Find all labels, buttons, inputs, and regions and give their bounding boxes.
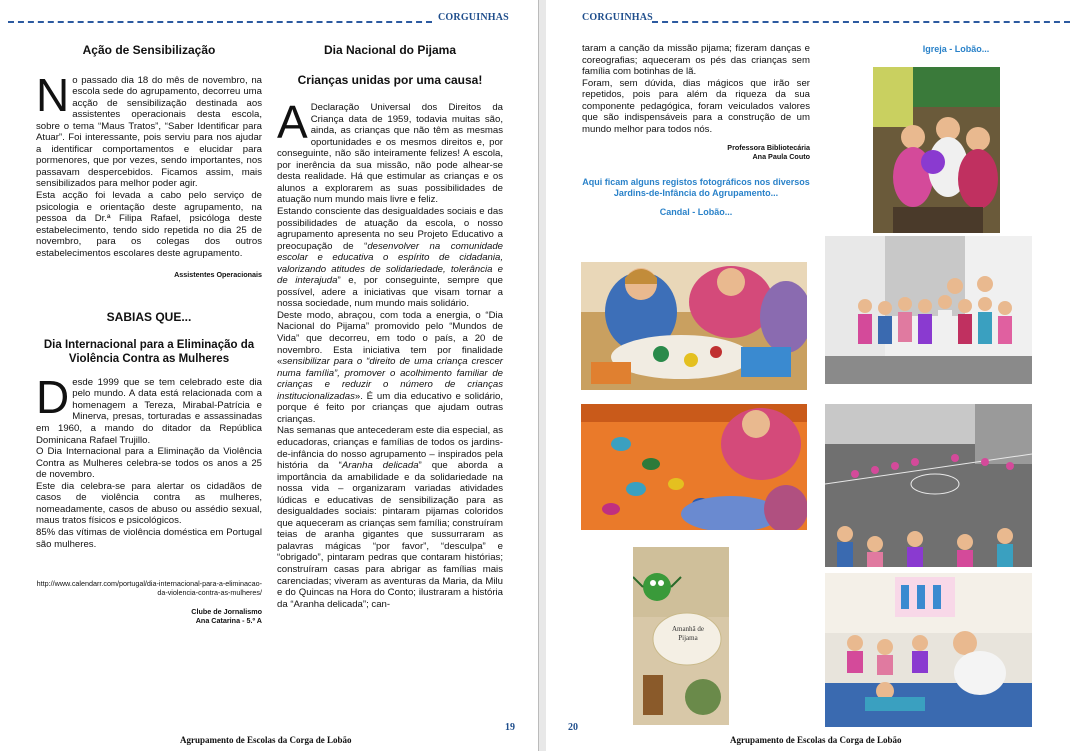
paragraph: Deste modo, abraçou, com toda a energia, o “Dia Nacional do Pijama” promovido pelo “Mundos de Vida” que decorreu, em todo o país, a 20 de novembro. Esta iniciativa tem por finalidade «sensibilizar para o “direito de uma criança crescer numa família”, promover o acolhimento familiar de crianças e reduzir o número de crianças institucionalizadas». É um dia educativo e solidário, porque é feito por crianças que ajudam outras crianças.	[277, 309, 503, 425]
photo-painting-pajamas	[581, 262, 807, 390]
paragraph: O Dia Internacional para a Eliminação da Violência Contra as Mulheres celebra-se todos os anos a 25 de novembro.	[36, 446, 262, 481]
paragraph: Desde 1999 que se tem celebrado este dia pelo mundo. A data está relacionada com a homenagem a Tereza, Mirabal-Patrícia e Minerva, presas, torturadas e assassinadas em 1960, a mando do ditador da República Dominicana Rafael Trujillo.	[36, 370, 262, 446]
photo-playground-line	[825, 404, 1032, 567]
paragraph: No passado dia 18 do mês de novembro, na escola sede do agrupamento, decorreu uma acção de sensibilização destinada aos assistentes operacionais desta escola, sobre o tema “Maus Tratos”, “Saber Identificar para Atuar”. Foi interessante, pois serviu para nos ajudar a identificar comportamentos e elucidar para pormenores, que por vezes, sendo importantes, nos passavam despercebidos. Ficamos assim, mais sensibilizados para melhor poder agir.	[36, 68, 262, 190]
paragraph: 85% das vítimas de violência doméstica em Portugal são mulheres.	[36, 526, 262, 550]
header-title: CORGUINHAS	[438, 12, 509, 23]
signature: Clube de Jornalismo	[191, 607, 262, 617]
right-text-column	[582, 43, 810, 219]
signature: Ana Paula Couto	[752, 152, 810, 162]
header-rule	[8, 21, 432, 23]
footer-text: Agrupamento de Escolas da Corga de Lobão	[730, 735, 902, 745]
middle-column	[277, 45, 503, 610]
photo-intro-caption: Aqui ficam alguns registos fotográficos nos diversos Jardins-de-Infância do Agrupamento...	[582, 177, 810, 199]
header-rule	[652, 21, 1070, 23]
paragraph: Esta acção foi levada a cabo pelo serviço de psicologia e orientação deste agrupamento, na pessoa da Dr.ª Filipa Rafael, psicóloga deste estabelecimento, tendo sido repetida no dia 25 de novembro, para os colegas dos outros estabelecimentos escolares deste agrupamento.	[36, 190, 262, 259]
photo-spider-web-sign	[633, 547, 729, 725]
sign-text: Amanhã de Pijama	[671, 625, 705, 642]
paragraph: Foram, sem dúvida, dias mágicos que irão ser repetidos, pois para além da riqueza da sua componente pedagógica, foram veiculados valores que são indispensáveis para a construção de um mundo melhor para todos nós.	[582, 77, 810, 135]
page-number: 20	[568, 722, 578, 733]
left-column	[36, 45, 262, 625]
photo-igreja-children	[873, 67, 1000, 233]
drop-cap: A	[277, 96, 308, 149]
signature: Assistentes Operacionais	[174, 270, 262, 280]
paragraph: Este dia celebra-se para alertar os cidadãos de casos de violência contra as mulheres, nomeadamente, casos de abuso ou assédio sexual, maus tratos físicos e psicológicos.	[36, 480, 262, 527]
right-page	[546, 0, 1075, 751]
article-title-violencia: Dia Internacional para a Eliminação da Violência Contra as Mulheres	[43, 338, 255, 365]
drop-cap: D	[36, 370, 70, 423]
signature: Professora Bibliotecária	[727, 143, 810, 153]
paragraph: Nas semanas que antecederam este dia especial, as educadoras, crianças e famílias de todos os jardins-de-infância do nosso agrupamento – inspirados pela história da “Aranha delicada” que aborda a importância da amabilidade e da solidariedade na nossa vida – organizaram variadas atividades lúdicas e educativas de sensibilização para as desigualdades sociais: pintaram pijamas coloridos que aqueceram as crianças sem família; construíram teias de aranha gigantes que sussurraram as palavras mágicas “por favor”, “desculpa” e “obrigado”, pintaram pedras que contaram histórias; construíram casas para abrigar as famílias mais carenciadas; viveram as aventuras da Maria, da Milu e do Quincas na Hora do Conto; ilustraram a história da “Aranha delicada”; can-	[277, 425, 504, 610]
article-title-pijama: Dia Nacional do Pijama	[323, 43, 457, 57]
article-subtitle: Crianças unidas por uma causa!	[297, 72, 483, 87]
photo-classroom-floor	[825, 573, 1032, 727]
photo-painted-stones	[581, 404, 807, 530]
source-link[interactable]: http://www.calendarr.com/portugal/dia-internacional-para-a-eliminacao-da-violencia-contra-as-mulheres/	[36, 579, 262, 597]
paragraph: A Declaração Universal dos Direitos da Criança data de 1959, todavia muitas são, ainda, as crianças que não têm as mesmas oportunidades e os mesmos direitos e, por conseguinte, não são inteiramente felizes! A escola, por inerência da sua missão, não pode alhear-se desta realidade. Há que estimular as crianças e os alunos a explorarem as suas possibilidades de atuação num mundo mais livre e feliz.	[277, 96, 503, 206]
photo-group-pajamas	[825, 236, 1032, 384]
section-title-sabias: SABIAS QUE...	[106, 310, 192, 325]
page-number: 19	[505, 722, 515, 733]
article-title-sensibilizacao: Ação de Sensibilização	[82, 43, 216, 57]
header-title: CORGUINHAS	[582, 12, 653, 23]
caption-candal: Candal - Lobão...	[659, 207, 733, 218]
paragraph: Estando consciente das desigualdades sociais e das possibilidades de atuação da escola, o nosso agrupamento apresenta no seu Projeto Educativo a preocupação de “desenvolver na comunidade escolar e educativa o espírito de cidadania, valorizando atitudes de solidariedade, tolerância e de interajuda” e, por conseguinte, sempre que possível, adere a iniciativas que visam tornar a nossa sociedade, num mundo mais solidário.	[277, 206, 503, 310]
drop-cap: N	[36, 68, 70, 121]
footer-text: Agrupamento de Escolas da Corga de Lobão	[180, 735, 352, 745]
paragraph: taram a canção da missão pijama; fizeram danças e coreografias; aqueceram os pés das crianças sem família com botinhas de lã.	[582, 43, 810, 78]
caption-igreja: Igreja - Lobão...	[922, 44, 990, 54]
signature: Ana Catarina - 5.º A	[195, 616, 262, 626]
